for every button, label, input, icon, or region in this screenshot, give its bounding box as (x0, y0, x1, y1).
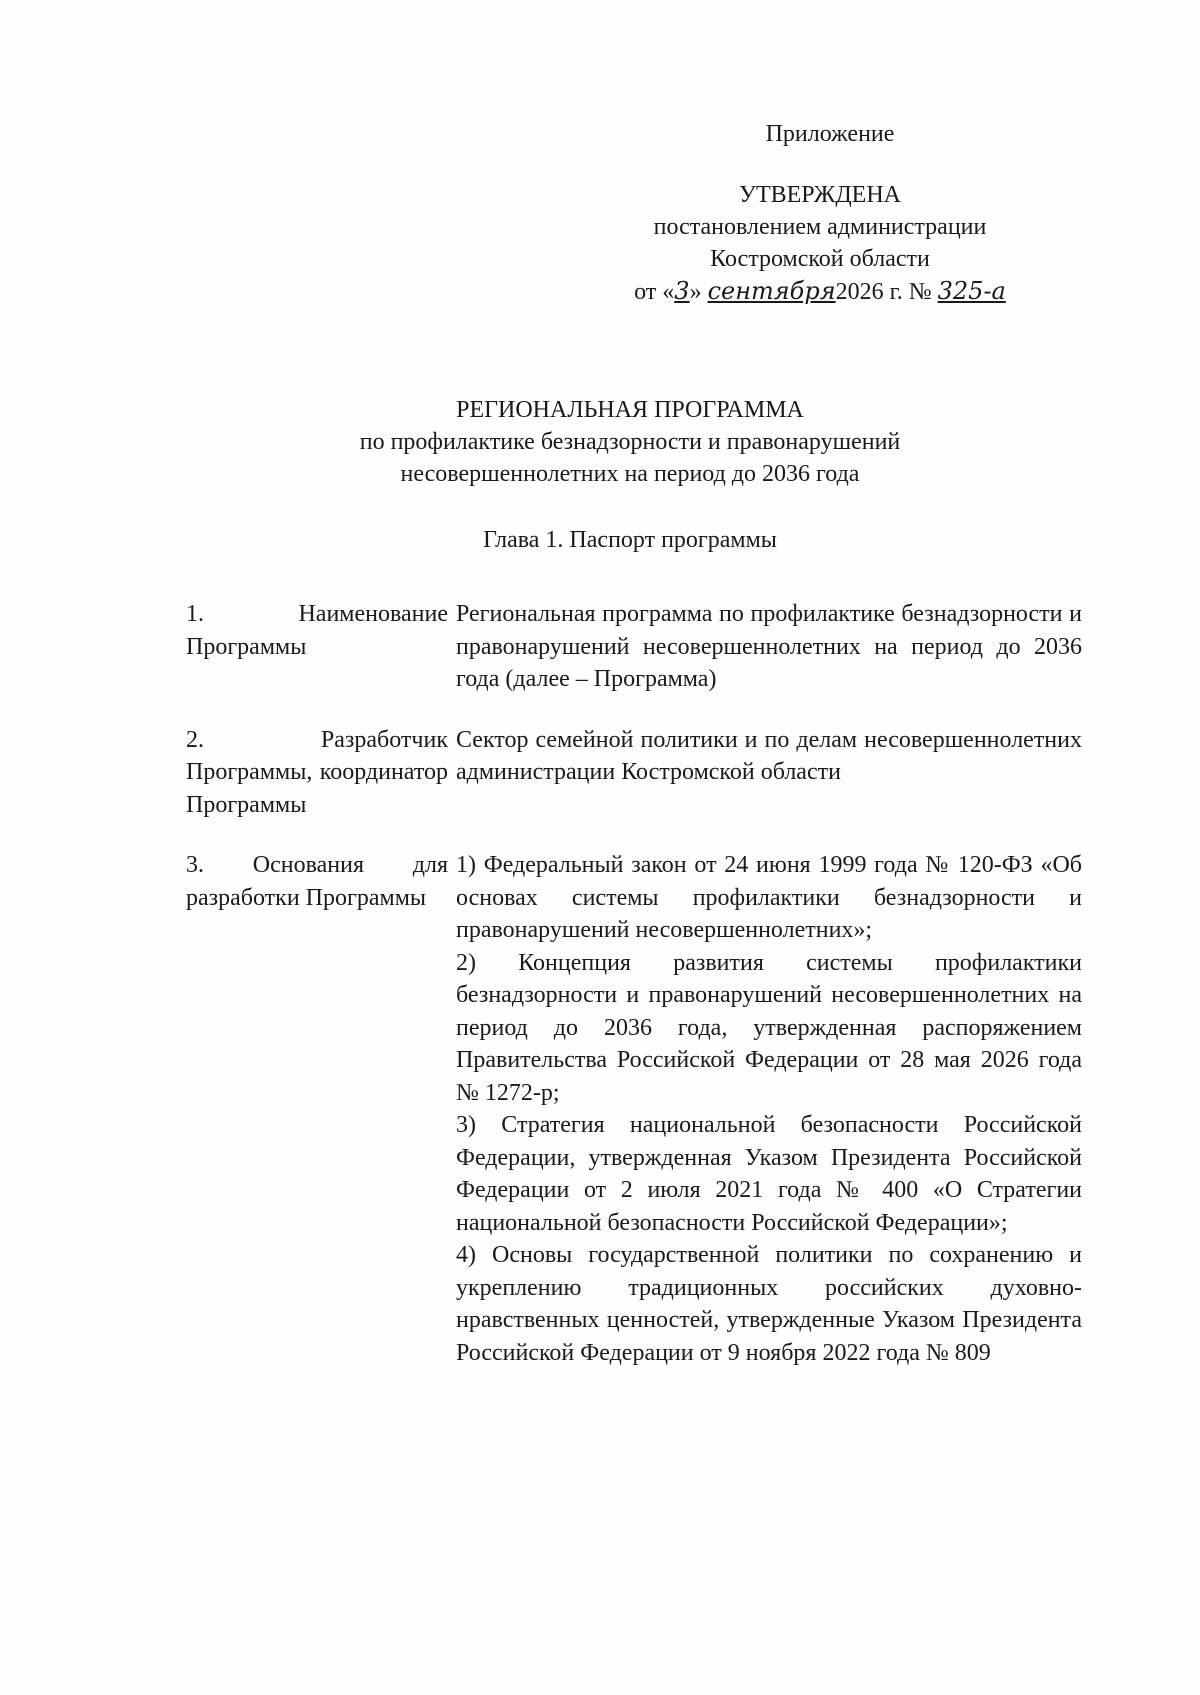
chapter-heading: Глава 1. Паспорт программы (483, 527, 777, 553)
passport-label: 3. Основания для разработки Программы (186, 852, 448, 911)
date-mid: » (689, 279, 708, 305)
passport-label: 2. Разработчик Программы, координатор Программы (186, 726, 448, 818)
program-title (0, 394, 1200, 490)
basis-item-1: 1) Федеральный закон от 24 июня 1999 года № 120-ФЗ «Об основах системы профилактики безнадзорности и правонарушений несовершеннолетних»; (456, 852, 1082, 943)
basis-item-2: 2) Концепция развития системы профилактики безнадзорности и правонарушений несовершеннолетних на период до 2036 года, утвержденная распоряжением Правительства Российской Федерации от 28 мая 2026 года № 1272-р; (456, 949, 1082, 1106)
approved-label: УТВЕРЖДЕНА (738, 182, 902, 208)
basis-item-3: 3) Стратегия национальной безопасности Российской Федерации, утвержденная Указом Президента Российской Федерации от 2 июля 2021 года № 400 «О Стратегии национальной безопасности Российской Федерации»; (456, 1112, 1082, 1236)
passport-value (456, 598, 1082, 724)
passport-value-text: Региональная программа по профилактике безнадзорности и правонарушений несовершеннолетних на период до 2036 года (далее – Программа) (456, 601, 1082, 692)
date-prefix: от « (634, 279, 675, 305)
title-line-1: РЕГИОНАЛЬНАЯ ПРОГРАММА (456, 397, 804, 423)
handwritten-number: 325-а (937, 277, 1006, 305)
approval-region: Костромской области (710, 246, 930, 272)
passport-value-text: Сектор семейной политики и по делам несовершеннолетних администрации Костромской области (456, 726, 1082, 785)
title-line-2: по профилактике безнадзорности и правонарушений (359, 429, 901, 455)
handwritten-month: сентября (707, 277, 836, 305)
passport-value (456, 849, 1082, 1369)
approval-stamp (560, 118, 1080, 308)
handwritten-day: 3 (674, 277, 690, 305)
approval-authority: постановлением администрации (653, 214, 987, 240)
approval-date-line (560, 275, 1080, 308)
passport-table (186, 598, 1082, 1369)
title-line-3: несовершеннолетних на период до 2036 года (400, 461, 860, 487)
passport-label: 1. Наименование Программы (186, 601, 448, 660)
basis-item-4: 4) Основы государственной политики по сохранению и укреплению традиционных российских духовно-нравственных ценностей, утвержденные Указом Президента Российской Федерации от 9 ноября 2022 года № 809 (456, 1242, 1082, 1366)
passport-row (186, 849, 1082, 1369)
year-text: 2026 г. № (835, 279, 938, 305)
passport-row (186, 724, 1082, 850)
passport-value (456, 724, 1082, 850)
passport-row (186, 598, 1082, 724)
appendix-label: Приложение (765, 121, 895, 147)
